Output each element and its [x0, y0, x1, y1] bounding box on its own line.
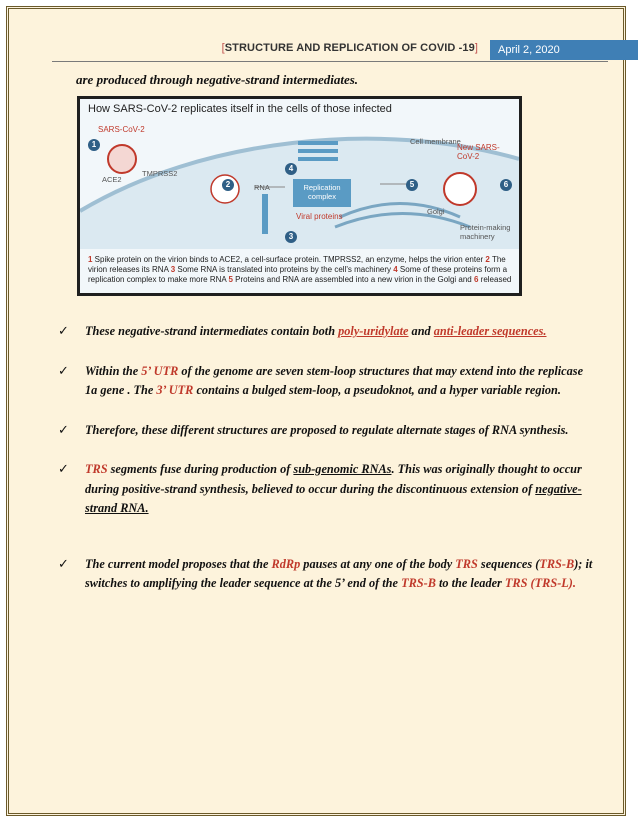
- bullet-text: TRS-B: [401, 576, 436, 590]
- step-5-badge: 5: [406, 179, 418, 191]
- bullet-text: 3’ UTR: [156, 383, 194, 397]
- step-1-badge: 1: [88, 139, 100, 151]
- bullet-text: and: [408, 324, 434, 338]
- page-header: [52, 40, 608, 60]
- bullet-text: The current model proposes that the: [85, 556, 272, 571]
- bullet-text: TRS-B: [539, 556, 575, 571]
- checkmark-icon: ✓: [58, 363, 69, 379]
- figure-title: How SARS-CoV-2 replicates itself in the cells of those infected: [88, 103, 392, 115]
- bullet-list: [58, 322, 598, 594]
- label-machinery: Protein-making machinery: [460, 223, 511, 241]
- header-date: April 2, 2020: [490, 40, 638, 60]
- label-sars: SARS-CoV-2: [98, 125, 145, 134]
- step-3-badge: 3: [285, 231, 297, 243]
- label-golgi: Golgi: [427, 207, 445, 216]
- bullet-text: sequences (: [477, 556, 540, 571]
- bullet-text: These negative-strand intermediates contain both: [85, 324, 339, 338]
- label-viral-proteins: Viral proteins: [296, 212, 343, 221]
- bullet-text: Therefore, these different structures are proposed to regulate alternate stages of RNA synthesis.: [85, 422, 569, 437]
- rna-strand-icon: [298, 141, 338, 145]
- bullet-text: to the leader: [435, 576, 505, 590]
- label-tmprss2: TMPRSS2: [142, 169, 178, 178]
- replication-figure: [77, 96, 522, 296]
- bullet-text: . This was originally thought to occur during positive-strand synthesis, believed to occur during the discontinuous extension of: [85, 462, 582, 496]
- bullet-text: TRS (TRS-L).: [504, 576, 576, 590]
- bullet-text: 5’ UTR: [141, 363, 179, 378]
- bullet-text: pauses at any one of the body: [300, 556, 456, 571]
- bullet-item: [58, 362, 598, 401]
- bullet-text: TRS: [455, 556, 478, 571]
- bullet-item: [58, 421, 598, 441]
- bullet-text: Within the: [85, 363, 142, 378]
- header-title: [STRUCTURE AND REPLICATION OF COVID -19]: [221, 42, 478, 54]
- label-rna: RNA: [254, 183, 270, 192]
- step-2-badge: 2: [222, 179, 234, 191]
- bullet-text: RdRp: [271, 556, 301, 571]
- checkmark-icon: ✓: [58, 556, 69, 572]
- bullet-text: poly-uridylate: [338, 324, 409, 338]
- rna-strand-icon: [298, 157, 338, 161]
- new-virion-icon: [444, 173, 476, 205]
- bullet-item: [58, 555, 598, 594]
- label-new-sars: New SARS-CoV-2: [457, 143, 500, 161]
- label-cell-membrane: Cell membrane: [410, 137, 461, 146]
- bullet-text: TRS: [85, 462, 108, 476]
- bullet-text: negative-strand RNA.: [85, 481, 582, 515]
- bullet-text: of the genome are seven stem-loop structures that may extend into the replicase 1a gene . The: [85, 363, 584, 397]
- checkmark-icon: ✓: [58, 422, 69, 438]
- bullet-text: contains a bulged stem-loop, a pseudoknot, and a hyper variable region.: [193, 383, 561, 397]
- step-6-badge: 6: [500, 179, 512, 191]
- header-divider: [52, 61, 608, 62]
- label-replication-complex: Replication complex: [293, 179, 351, 207]
- rna-strand-icon: [298, 149, 338, 153]
- bullet-text: segments fuse during production of: [107, 462, 294, 476]
- figure-caption: 1 Spike protein on the virion binds to ACE2, a cell-surface protein. TMPRSS2, an enzyme, helps the virion enter 2 The virion releases its RNA 3 Some RNA is translated into proteins by the cell's machinery 4 Some of these proteins form a replication complex to make more RNA 5 Proteins and RNA are assembled into a new virion in the Golgi and 6 released: [88, 255, 512, 284]
- bullet-item: [58, 460, 598, 519]
- virus-icon: [108, 145, 136, 173]
- bullet-item: [58, 322, 598, 342]
- step-4-badge: 4: [285, 163, 297, 175]
- bullet-text: anti-leader sequences.: [433, 324, 547, 338]
- intro-text: are produced through negative-strand intermediates.: [76, 72, 359, 87]
- checkmark-icon: ✓: [58, 324, 69, 339]
- checkmark-icon: ✓: [58, 462, 69, 477]
- bullet-text: ); it switches to amplifying the leader sequence at the 5’ end of the: [85, 556, 593, 590]
- rna-strand-icon: [262, 194, 268, 234]
- label-ace2: ACE2: [102, 175, 122, 184]
- bullet-text: sub-genomic RNAs: [293, 462, 392, 476]
